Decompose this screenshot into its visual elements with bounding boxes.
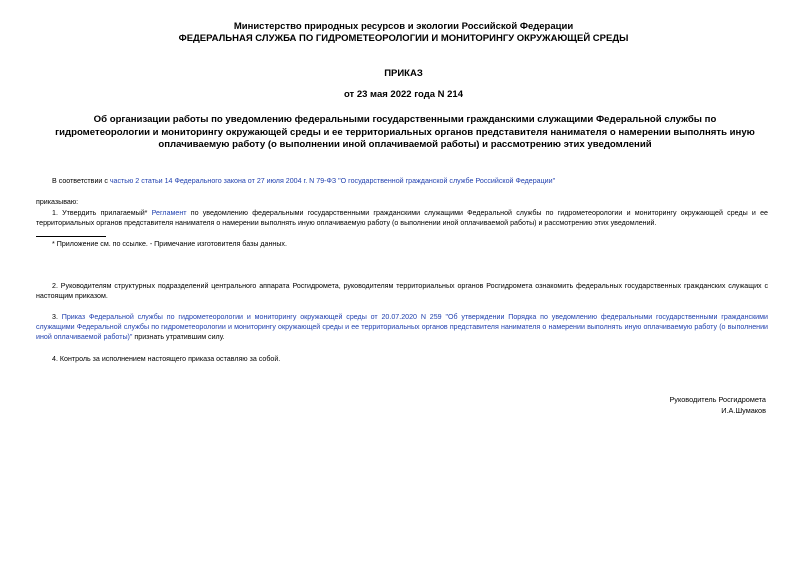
repealed-order-link[interactable]: Приказ Федеральной службы по гидрометеорологии и мониторингу окружающей среды от 20.07.2020 N 259 "Об утверждении Порядка по уведомлению федеральными государственными гражданскими служащими Федеральной службы по гидрометеорологии и мониторингу окружающей среды и ее территориальных органов представителя нанимателя о намерении выполнять иную оплачиваемую работу (о выполнении иной оплачиваемой работы)" [36, 313, 768, 342]
ministry-name: Министерство природных ресурсов и экологии Российской Федерации [233, 21, 574, 32]
item-3 [36, 312, 768, 343]
footnote: * Приложение см. по ссылке. - Примечание изготовителя базы данных. [52, 240, 287, 248]
item-1-suffix: по уведомлению федеральными государственными гражданскими служащими Федеральной службы по гидрометеорологии и мониторингу окружающей среды и ее территориальных органов представителя нанимателя о намерении выполнять иную оплачиваемую работу (о выполнении иной оплачиваемой работы) и рассмотрению этих уведомлений. [36, 209, 768, 228]
document-date-number: от 23 мая 2022 года N 214 [343, 89, 464, 100]
item-3-suffix: признать утратившим силу. [132, 333, 225, 342]
service-name: ФЕДЕРАЛЬНАЯ СЛУЖБА ПО ГИДРОМЕТЕОРОЛОГИИ И МОНИТОРИНГУ ОКРУЖАЮЩЕЙ СРЕДЫ [178, 33, 629, 44]
orders-word: приказываю: [36, 198, 79, 206]
regulation-link[interactable]: Регламент [151, 209, 187, 217]
item-1-prefix: 1. Утвердить прилагаемый* [52, 209, 152, 217]
item-2: 2. Руководителям структурных подразделений центрального аппарата Росгидромета, руководителям территориальных органов Росгидромета ознакомить федеральных государственных гражданских служащих с настоящим приказом. [36, 282, 768, 301]
federal-law-link[interactable]: частью 2 статьи 14 Федерального закона от 27 июля 2004 г. N 79-ФЗ "О государственной гражданской службе Российской Федерации" [109, 177, 556, 185]
preamble-prefix: В соответствии с [52, 177, 110, 185]
item-4: 4. Контроль за исполнением настоящего приказа оставляю за собой. [52, 355, 281, 363]
signatory-name: И.А.Шумаков [721, 406, 766, 415]
document-title: Об организации работы по уведомлению федеральными государственными гражданскими служащими Федеральной службы по гидрометеорологии и мониторингу окружающей среды и ее территориальных органов представителя нанимателя о намерении выполнять иную оплачиваемую работу (о выполнении иной оплачиваемой работы) и рассмотрению этих уведомлений [55, 114, 755, 150]
item-3-prefix: 3. [52, 313, 62, 321]
preamble [36, 176, 768, 186]
footnote-divider [36, 236, 106, 237]
signatory-position: Руководитель Росгидромета [669, 395, 766, 404]
item-1 [36, 208, 768, 228]
document-type: ПРИКАЗ [384, 68, 423, 79]
